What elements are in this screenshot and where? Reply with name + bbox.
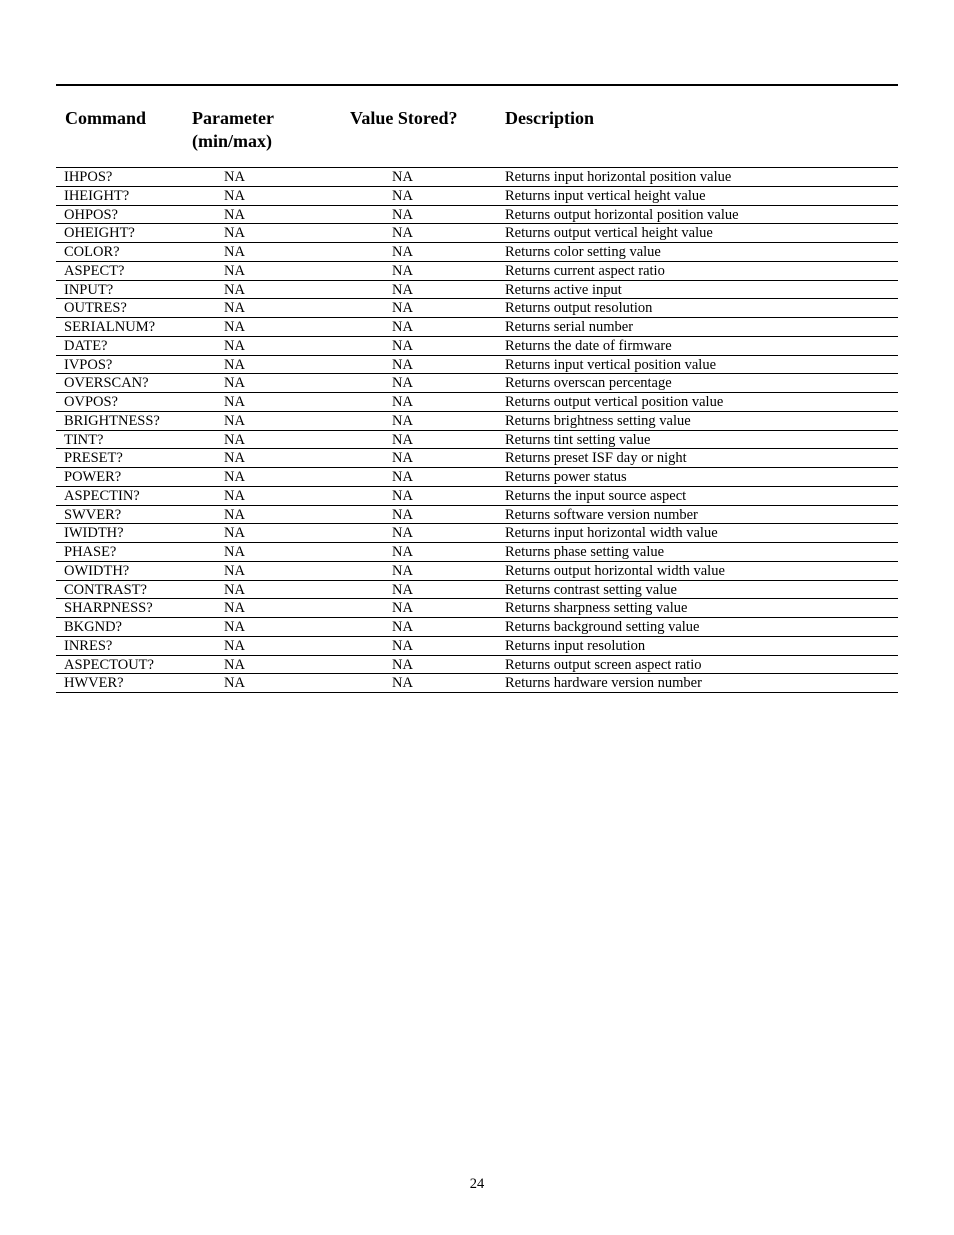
cell-command: ASPECT? (64, 262, 125, 279)
cell-value-stored: NA (392, 469, 413, 485)
table-row (56, 468, 898, 487)
cell-description: Returns power status (505, 469, 627, 485)
cell-parameter: NA (224, 619, 245, 635)
command-table (56, 86, 898, 693)
cell-description: Returns input horizontal position value (505, 169, 732, 185)
cell-description: Returns phase setting value (505, 544, 665, 560)
cell-command: OVERSCAN? (64, 375, 149, 392)
cell-parameter: NA (224, 169, 245, 185)
table-row (56, 168, 898, 187)
header-parameter-line1: Parameter (192, 108, 274, 128)
table-row (56, 618, 898, 637)
cell-value-stored: NA (392, 431, 413, 448)
cell-parameter: NA (224, 581, 245, 598)
cell-value-stored: NA (392, 656, 413, 673)
cell-description: Returns output resolution (505, 300, 653, 317)
cell-parameter: NA (224, 450, 245, 467)
cell-parameter: NA (224, 675, 245, 692)
cell-description: Returns contrast setting value (505, 581, 677, 598)
table-row (56, 581, 898, 600)
cell-command: OUTRES? (64, 300, 127, 317)
cell-command: IVPOS? (64, 356, 113, 373)
cell-command: BRIGHTNESS? (64, 412, 160, 429)
cell-command: PRESET? (64, 450, 123, 467)
cell-parameter: NA (224, 600, 245, 617)
cell-description: Returns tint setting value (505, 431, 651, 448)
cell-command: DATE? (64, 337, 108, 354)
cell-command: IWIDTH? (64, 525, 124, 542)
cell-value-stored: NA (392, 319, 413, 335)
cell-parameter: NA (224, 637, 245, 654)
table-row (56, 431, 898, 450)
table-row (56, 374, 898, 393)
cell-command: TINT? (64, 431, 104, 448)
cell-command: COLOR? (64, 244, 120, 260)
table-row (56, 318, 898, 337)
cell-parameter: NA (224, 319, 245, 335)
cell-command: SHARPNESS? (64, 600, 153, 617)
table-row (56, 562, 898, 581)
cell-command: HWVER? (64, 675, 124, 692)
table-row (56, 206, 898, 225)
table-row (56, 262, 898, 281)
cell-command: OVPOS? (64, 394, 118, 410)
cell-value-stored: NA (392, 225, 413, 242)
cell-description: Returns output horizontal position value (505, 206, 739, 223)
table-row (56, 599, 898, 618)
cell-description: Returns current aspect ratio (505, 262, 665, 279)
cell-value-stored: NA (392, 487, 413, 504)
cell-value-stored: NA (392, 581, 413, 598)
table-row (56, 506, 898, 525)
page-number: 24 (469, 1176, 485, 1192)
cell-value-stored: NA (392, 375, 413, 392)
table-row (56, 637, 898, 656)
cell-parameter: NA (224, 506, 245, 523)
cell-description: Returns active input (505, 281, 622, 298)
cell-command: OHEIGHT? (64, 225, 135, 242)
cell-command: PHASE? (64, 544, 117, 560)
cell-command: OWIDTH? (64, 562, 130, 579)
table-row (56, 281, 898, 300)
cell-value-stored: NA (392, 412, 413, 429)
cell-parameter: NA (224, 656, 245, 673)
cell-command: POWER? (64, 469, 122, 485)
cell-description: Returns the input source aspect (505, 487, 687, 504)
cell-description: Returns input vertical height value (505, 187, 706, 204)
table-row (56, 524, 898, 543)
cell-value-stored: NA (392, 244, 413, 260)
header-command: Command (65, 108, 147, 128)
cell-value-stored: NA (392, 281, 413, 298)
table-row (56, 543, 898, 562)
cell-command: IHPOS? (64, 169, 113, 185)
cell-parameter: NA (224, 469, 245, 485)
cell-value-stored: NA (392, 619, 413, 635)
table-row (56, 656, 898, 675)
cell-description: Returns preset ISF day or night (505, 450, 687, 467)
cell-parameter: NA (224, 487, 245, 504)
table-row (56, 224, 898, 243)
table-row (56, 337, 898, 356)
cell-description: Returns overscan percentage (505, 375, 672, 392)
cell-value-stored: NA (392, 562, 413, 579)
cell-command: ASPECTIN? (64, 487, 140, 504)
cell-value-stored: NA (392, 169, 413, 185)
cell-value-stored: NA (392, 525, 413, 542)
header-parameter-line2: (min/max) (192, 131, 272, 151)
cell-parameter: NA (224, 394, 245, 410)
table-row (56, 187, 898, 206)
cell-command: OHPOS? (64, 206, 118, 223)
cell-value-stored: NA (392, 356, 413, 373)
cell-description: Returns serial number (505, 319, 634, 335)
cell-value-stored: NA (392, 675, 413, 692)
table-row (56, 674, 898, 693)
table-body (56, 168, 898, 693)
cell-description: Returns output horizontal width value (505, 562, 725, 579)
cell-parameter: NA (224, 281, 245, 298)
cell-description: Returns background setting value (505, 619, 700, 635)
cell-parameter: NA (224, 187, 245, 204)
cell-parameter: NA (224, 525, 245, 542)
table-row (56, 243, 898, 262)
cell-description: Returns input resolution (505, 637, 646, 654)
cell-parameter: NA (224, 412, 245, 429)
cell-description: Returns input horizontal width value (505, 525, 718, 542)
cell-value-stored: NA (392, 637, 413, 654)
table-row (56, 299, 898, 318)
cell-value-stored: NA (392, 600, 413, 617)
cell-description: Returns brightness setting value (505, 412, 691, 429)
cell-parameter: NA (224, 206, 245, 223)
cell-description: Returns output vertical position value (505, 394, 724, 410)
cell-description: Returns sharpness setting value (505, 600, 688, 617)
cell-command: ASPECTOUT? (64, 656, 154, 673)
table-header (56, 86, 898, 168)
table-row (56, 393, 898, 412)
cell-parameter: NA (224, 356, 245, 373)
cell-value-stored: NA (392, 337, 413, 354)
cell-parameter: NA (224, 244, 245, 260)
cell-description: Returns software version number (505, 506, 698, 523)
cell-value-stored: NA (392, 394, 413, 410)
cell-parameter: NA (224, 262, 245, 279)
cell-parameter: NA (224, 337, 245, 354)
header-parameter (192, 107, 274, 153)
cell-value-stored: NA (392, 187, 413, 204)
cell-value-stored: NA (392, 450, 413, 467)
cell-parameter: NA (224, 544, 245, 560)
cell-command: INRES? (64, 637, 113, 654)
header-description: Description (505, 108, 594, 128)
cell-value-stored: NA (392, 544, 413, 560)
cell-description: Returns output vertical height value (505, 225, 713, 242)
cell-description: Returns the date of firmware (505, 337, 672, 354)
cell-value-stored: NA (392, 262, 413, 279)
table-row (56, 356, 898, 375)
table-row (56, 487, 898, 506)
cell-value-stored: NA (392, 300, 413, 317)
cell-command: SERIALNUM? (64, 319, 156, 335)
cell-command: CONTRAST? (64, 581, 147, 598)
cell-parameter: NA (224, 431, 245, 448)
cell-command: SWVER? (64, 506, 122, 523)
cell-parameter: NA (224, 300, 245, 317)
cell-parameter: NA (224, 562, 245, 579)
header-value-stored: Value Stored? (350, 108, 458, 128)
cell-parameter: NA (224, 375, 245, 392)
cell-description: Returns hardware version number (505, 675, 702, 692)
cell-parameter: NA (224, 225, 245, 242)
cell-description: Returns output screen aspect ratio (505, 656, 702, 673)
table-row (56, 449, 898, 468)
table-row (56, 412, 898, 431)
cell-description: Returns input vertical position value (505, 356, 717, 373)
cell-description: Returns color setting value (505, 244, 661, 260)
cell-command: IHEIGHT? (64, 187, 130, 204)
cell-value-stored: NA (392, 206, 413, 223)
cell-value-stored: NA (392, 506, 413, 523)
cell-command: INPUT? (64, 281, 114, 298)
cell-command: BKGND? (64, 619, 122, 635)
